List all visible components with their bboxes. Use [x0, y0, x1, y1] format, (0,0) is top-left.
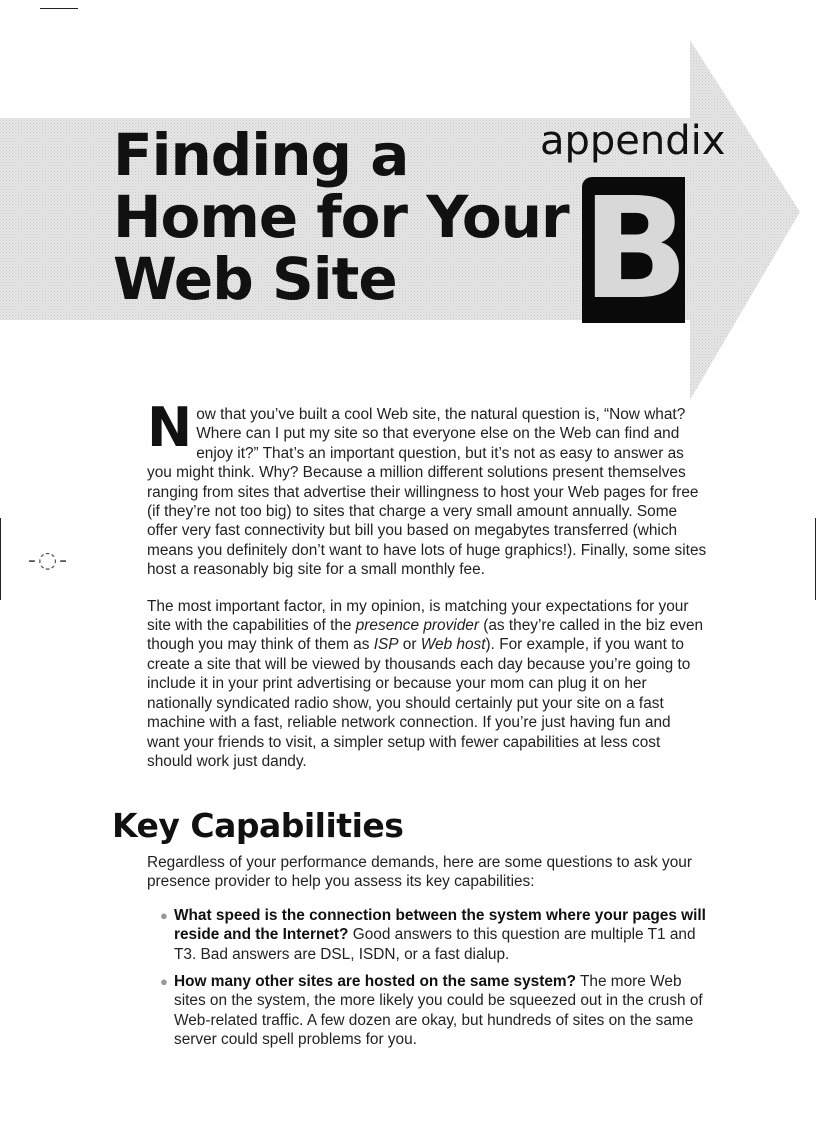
intro-paragraph-1-text: ow that you’ve built a cool Web site, the natural question is, “Now what? Where can I put my site so that everyone else on the Web can find and enjoy it?” That’s an important question, but it’s not as easy to answer as you might think. Why? Because a million different solutions present themselves ranging from sites that advertise their willingness to host your Web pages for free (if they’re not too big) to sites that charge a very small amount annually. Some offer very fast connectivity but bill you based on megabytes transferred (which means you definitely don’t want to have lots of huge graphics!). Finally, some sites host a reasonably big site for a small monthly fee.	[147, 406, 707, 579]
intro-body	[147, 396, 707, 788]
term-presence-provider: presence provider	[355, 617, 479, 635]
chapter-title-line-2: Home for Your	[113, 183, 569, 251]
capability-list	[147, 906, 717, 1050]
crop-mark-left	[0, 518, 1, 600]
bullet-answer: The more Web sites on the system, the more likely you could be squeezed out in the crush of Web-related traffic. A few dozen are okay, but hundreds of sites on the same server could spell problems for you.	[174, 973, 703, 1049]
term-web-host: Web host	[420, 636, 486, 654]
appendix-label: appendix	[540, 118, 726, 164]
bullet-icon: ●	[160, 907, 168, 923]
list-item	[160, 906, 717, 964]
registration-mark-icon: -◌-	[28, 548, 70, 573]
intro-paragraph-2-text-b: (as they’re called in the biz even though you may think of them as	[147, 617, 704, 654]
intro-paragraph-2-text-a: The most important factor, in my opinion, is matching your expectations for your site with the capabilities of the	[147, 597, 689, 635]
bullet-question: What speed is the connection between the system where your pages will reside and the Internet?	[174, 906, 706, 944]
intro-paragraph-2-text-d: ). For example, if you want to create a site that will be viewed by thousands each day because you’re going to include it in your print advertising or because your mom can plug it on her nationally syndicated radio show, you should certainly put your site on a fast machine with a fast, reliable network connection. If you’re just having fun and want your friends to visit, a simpler setup with fewer capabilities at less cost should work just dandy.	[147, 636, 691, 770]
intro-paragraph-1	[147, 396, 707, 580]
section-body	[147, 853, 717, 1058]
section-heading: Key Capabilities	[112, 806, 404, 845]
list-item	[160, 972, 717, 1050]
bullet-answer: Good answers to this question are multiple T1 and T3. Bad answers are DSL, ISDN, or a fast dialup.	[174, 926, 696, 963]
chapter-title-line-3: Web Site	[113, 245, 397, 313]
section-intro: Regardless of your performance demands, here are some questions to ask your presence provider to help you assess its key capabilities:	[147, 854, 692, 891]
drop-cap: N	[147, 396, 193, 459]
term-isp: ISP	[373, 636, 399, 654]
intro-paragraph-2	[147, 597, 707, 772]
chapter-title-line-1: Finding a	[113, 121, 409, 189]
bullet-question: How many other sites are hosted on the same system?	[174, 973, 576, 991]
intro-paragraph-2-text-c: or	[398, 636, 421, 654]
bullet-icon: ●	[160, 974, 168, 990]
chapter-title	[113, 121, 569, 313]
appendix-letter: B	[582, 168, 689, 331]
